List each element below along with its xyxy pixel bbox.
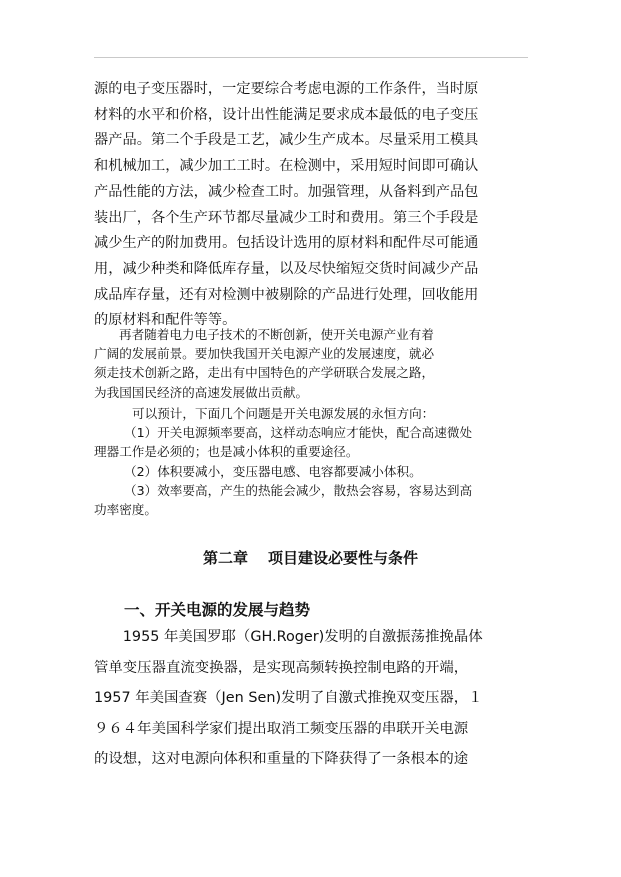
text-line: ９６４年美国科学家们提出取消工频变压器的串联开关电源 bbox=[94, 720, 469, 737]
list-item-continuation: 功率密度。 bbox=[94, 502, 157, 518]
text-line: 成品库存量，还有对检测中被剔除的产品进行处理，回收能用 bbox=[94, 286, 479, 303]
directions-intro: 可以预计，下面几个问题是开关电源发展的永恒方向： bbox=[132, 406, 435, 421]
text-line: 产品性能的方法，减少检查工时。加强管理，从备料到产品包 bbox=[94, 183, 479, 200]
text-line: 的原材料和配件等等。 bbox=[94, 312, 237, 329]
list-item: （1）开关电源频率要高，这样动态响应才能快，配合高速微处 bbox=[124, 425, 473, 441]
text-line: 广阔的发展前景。要加快我国开关电源产业的发展速度，就必 bbox=[94, 346, 435, 362]
text-line: 的设想，这对电源向体积和重量的下降获得了一条根本的途 bbox=[94, 751, 469, 767]
text-line: 1957 年美国查赛（Jen Sen)发明了自激式推挽双变压器，１ bbox=[94, 690, 483, 706]
directions-list bbox=[94, 404, 534, 519]
chapter-heading bbox=[0, 546, 621, 570]
prospect-paragraph bbox=[94, 325, 534, 402]
list-item-continuation: 理器工作是必须的；也是减小体积的重要途径。 bbox=[94, 444, 359, 460]
text-line: 为我国国民经济的高速发展做出贡献。 bbox=[94, 384, 309, 400]
section-heading: 一、开关电源的发展与趋势 bbox=[124, 601, 311, 619]
text-line: 装出厂，各个生产环节都尽量减少工时和费用。第三个手段是 bbox=[94, 209, 479, 226]
text-line: 须走技术创新之路，走出有中国特色的产学研联合发展之路， bbox=[94, 365, 435, 381]
list-item: （2）体积要减小，变压器电感、电容都要减小体积。 bbox=[124, 463, 422, 479]
text-line: 减少生产的附加费用。包括设计选用的原材料和配件尽可能通 bbox=[94, 235, 479, 252]
history-paragraph bbox=[94, 622, 534, 775]
text-line: 再者随着电力电子技术的不断创新，使开关电源产业有着 bbox=[119, 327, 434, 342]
text-line: 和机械加工，减少加工工时。在检测中，采用短时间即可确认 bbox=[94, 158, 479, 175]
text-line: 管单变压器直流变换器，是实现高频转换控制电路的开端， bbox=[94, 659, 469, 676]
body-paragraph bbox=[94, 77, 534, 334]
chapter-number: 第二章 bbox=[202, 549, 248, 567]
list-item: （3）效率要高，产生的热能会减少，散热会容易，容易达到高 bbox=[124, 482, 473, 498]
text-line: 源的电子变压器时，一定要综合考虑电源的工作条件，当时原 bbox=[94, 81, 479, 97]
text-line: 1955 年美国罗耶（GH.Roger)发明的自激振荡推挽晶体 bbox=[94, 629, 483, 645]
chapter-title: 项目建设必要性与条件 bbox=[268, 549, 419, 567]
text-line: 材料的水平和价格，设计出性能满足要求成本最低的电子变压 bbox=[94, 106, 479, 123]
page-header-rule bbox=[94, 57, 528, 58]
text-line: 器产品。第二个手段是工艺，减少生产成本。尽量采用工模具 bbox=[94, 132, 479, 149]
text-line: 用，减少种类和降低库存量，以及尽快缩短交货时间减少产品 bbox=[94, 260, 479, 277]
